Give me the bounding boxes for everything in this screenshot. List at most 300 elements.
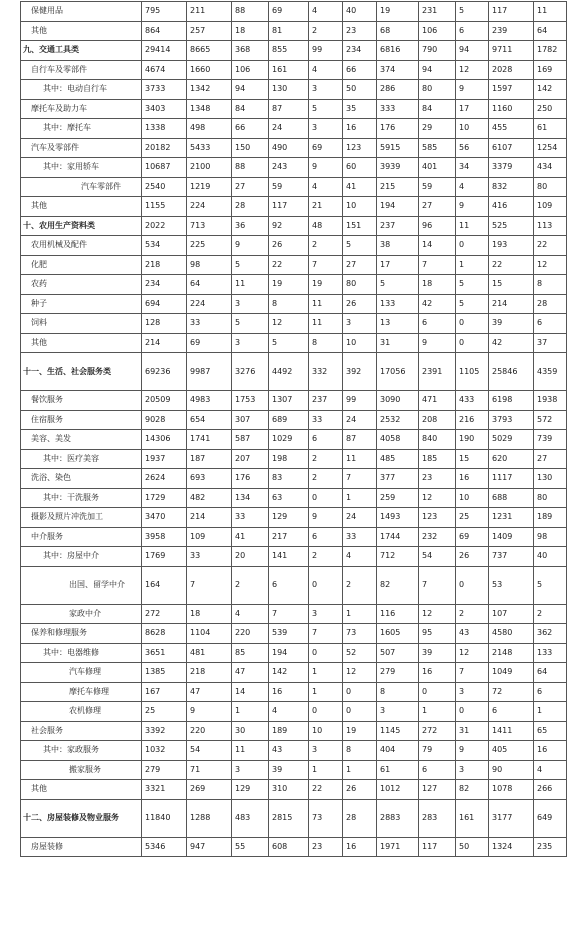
value-cell: 11	[343, 449, 377, 469]
value-cell: 3379	[489, 158, 534, 178]
value-cell: 688	[489, 488, 534, 508]
value-cell: 269	[187, 780, 232, 800]
row-label: 种子	[21, 294, 142, 314]
value-cell: 1	[456, 255, 489, 275]
value-cell: 211	[187, 2, 232, 22]
row-label: 化肥	[21, 255, 142, 275]
value-cell: 23	[343, 21, 377, 41]
value-cell: 237	[309, 391, 343, 411]
value-cell: 250	[534, 99, 567, 119]
table-row	[21, 138, 567, 158]
value-cell: 433	[456, 391, 489, 411]
row-label: 饲料	[21, 314, 142, 334]
value-cell: 73	[343, 624, 377, 644]
value-cell: 87	[343, 430, 377, 450]
value-cell: 185	[419, 449, 456, 469]
value-cell: 10	[343, 333, 377, 353]
value-cell: 9	[456, 741, 489, 761]
value-cell: 16	[343, 837, 377, 857]
value-cell: 130	[269, 80, 309, 100]
value-cell: 22	[534, 236, 567, 256]
value-cell: 5	[309, 99, 343, 119]
row-label: 其他	[21, 21, 142, 41]
value-cell: 5	[456, 2, 489, 22]
value-cell: 19	[377, 2, 419, 22]
value-cell: 10	[456, 119, 489, 139]
value-cell: 23	[309, 837, 343, 857]
table-row	[21, 216, 567, 236]
value-cell: 29414	[142, 41, 187, 61]
value-cell: 1049	[489, 663, 534, 683]
value-cell: 18	[419, 275, 456, 295]
row-label: 洗浴、染色	[21, 469, 142, 489]
value-cell: 16	[343, 119, 377, 139]
value-cell: 61	[377, 760, 419, 780]
value-cell: 947	[187, 837, 232, 857]
row-label: 其中：摩托车	[21, 119, 142, 139]
value-cell: 6	[309, 527, 343, 547]
value-cell: 1729	[142, 488, 187, 508]
table-row	[21, 760, 567, 780]
value-cell: 22	[489, 255, 534, 275]
table-row	[21, 119, 567, 139]
value-cell: 1254	[534, 138, 567, 158]
value-cell: 4	[343, 547, 377, 567]
value-cell: 83	[269, 469, 309, 489]
value-cell: 34	[456, 158, 489, 178]
table-row	[21, 799, 567, 837]
value-cell: 26	[343, 780, 377, 800]
value-cell: 1938	[534, 391, 567, 411]
value-cell: 130	[534, 469, 567, 489]
value-cell: 39	[419, 643, 456, 663]
value-cell: 9	[232, 236, 269, 256]
value-cell: 63	[269, 488, 309, 508]
table-row	[21, 60, 567, 80]
value-cell: 129	[269, 508, 309, 528]
table-row	[21, 197, 567, 217]
value-cell: 60	[343, 158, 377, 178]
table-row	[21, 488, 567, 508]
value-cell: 3	[309, 119, 343, 139]
value-cell: 214	[142, 333, 187, 353]
value-cell: 10	[456, 488, 489, 508]
value-cell: 3321	[142, 780, 187, 800]
row-label: 住宿服务	[21, 410, 142, 430]
table-row	[21, 508, 567, 528]
value-cell: 12	[419, 488, 456, 508]
table-row	[21, 837, 567, 857]
row-label: 农机修理	[21, 702, 142, 722]
value-cell: 11	[309, 314, 343, 334]
value-cell: 1307	[269, 391, 309, 411]
value-cell: 42	[419, 294, 456, 314]
table-row	[21, 391, 567, 411]
table-row	[21, 275, 567, 295]
value-cell: 3733	[142, 80, 187, 100]
value-cell: 4983	[187, 391, 232, 411]
value-cell: 48	[309, 216, 343, 236]
value-cell: 507	[377, 643, 419, 663]
value-cell: 19	[269, 275, 309, 295]
value-cell: 6	[309, 430, 343, 450]
row-label: 餐饮服务	[21, 391, 142, 411]
value-cell: 490	[269, 138, 309, 158]
value-cell: 27	[343, 255, 377, 275]
value-cell: 333	[377, 99, 419, 119]
value-cell: 1117	[489, 469, 534, 489]
value-cell: 7	[269, 604, 309, 624]
value-cell: 694	[142, 294, 187, 314]
value-cell: 405	[489, 741, 534, 761]
table-row	[21, 547, 567, 567]
value-cell: 8	[343, 741, 377, 761]
value-cell: 107	[489, 604, 534, 624]
value-cell: 43	[456, 624, 489, 644]
row-label: 美容、美发	[21, 430, 142, 450]
value-cell: 52	[343, 643, 377, 663]
value-cell: 215	[377, 177, 419, 197]
value-cell: 39	[269, 760, 309, 780]
value-cell: 27	[419, 197, 456, 217]
value-cell: 2624	[142, 469, 187, 489]
row-label: 保健用品	[21, 2, 142, 22]
value-cell: 2	[309, 236, 343, 256]
value-cell: 109	[534, 197, 567, 217]
value-cell: 1	[343, 604, 377, 624]
value-cell: 20509	[142, 391, 187, 411]
value-cell: 26	[456, 547, 489, 567]
value-cell: 66	[343, 60, 377, 80]
value-cell: 24	[269, 119, 309, 139]
value-cell: 8	[269, 294, 309, 314]
value-cell: 11	[456, 216, 489, 236]
value-cell: 82	[456, 780, 489, 800]
value-cell: 1753	[232, 391, 269, 411]
row-label: 家政中介	[21, 604, 142, 624]
value-cell: 693	[187, 469, 232, 489]
value-cell: 8	[377, 682, 419, 702]
value-cell: 9	[309, 158, 343, 178]
value-cell: 1288	[187, 799, 232, 837]
value-cell: 64	[534, 663, 567, 683]
value-cell: 21	[309, 197, 343, 217]
value-cell: 14306	[142, 430, 187, 450]
value-cell: 68	[377, 21, 419, 41]
value-cell: 25846	[489, 353, 534, 391]
table-row	[21, 663, 567, 683]
value-cell: 404	[377, 741, 419, 761]
value-cell: 176	[232, 469, 269, 489]
value-cell: 42	[489, 333, 534, 353]
value-cell: 539	[269, 624, 309, 644]
value-cell: 4	[534, 760, 567, 780]
value-cell: 3939	[377, 158, 419, 178]
value-cell: 4058	[377, 430, 419, 450]
row-label: 其中：电动自行车	[21, 80, 142, 100]
value-cell: 0	[309, 488, 343, 508]
value-cell: 9	[309, 508, 343, 528]
value-cell: 11840	[142, 799, 187, 837]
value-cell: 40	[534, 547, 567, 567]
value-cell: 2532	[377, 410, 419, 430]
table-row	[21, 449, 567, 469]
value-cell: 19	[309, 275, 343, 295]
value-cell: 3403	[142, 99, 187, 119]
value-cell: 585	[419, 138, 456, 158]
value-cell: 194	[269, 643, 309, 663]
value-cell: 12	[456, 60, 489, 80]
value-cell: 483	[232, 799, 269, 837]
value-cell: 3392	[142, 721, 187, 741]
value-cell: 237	[377, 216, 419, 236]
value-cell: 9	[456, 197, 489, 217]
value-cell: 1660	[187, 60, 232, 80]
value-cell: 17056	[377, 353, 419, 391]
table-row	[21, 41, 567, 61]
table-row	[21, 236, 567, 256]
value-cell: 84	[232, 99, 269, 119]
value-cell: 7	[419, 566, 456, 604]
value-cell: 0	[309, 566, 343, 604]
table-row	[21, 780, 567, 800]
value-cell: 5	[377, 275, 419, 295]
value-cell: 434	[534, 158, 567, 178]
value-cell: 864	[142, 21, 187, 41]
value-cell: 142	[269, 663, 309, 683]
value-cell: 3	[377, 702, 419, 722]
value-cell: 198	[269, 449, 309, 469]
value-cell: 4	[232, 604, 269, 624]
value-cell: 13	[377, 314, 419, 334]
value-cell: 2883	[377, 799, 419, 837]
value-cell: 127	[419, 780, 456, 800]
value-cell: 80	[343, 275, 377, 295]
value-cell: 2	[309, 21, 343, 41]
value-cell: 9028	[142, 410, 187, 430]
value-cell: 106	[232, 60, 269, 80]
value-cell: 27	[232, 177, 269, 197]
table-row	[21, 643, 567, 663]
value-cell: 482	[187, 488, 232, 508]
row-label: 摩托车修理	[21, 682, 142, 702]
value-cell: 25	[456, 508, 489, 528]
value-cell: 19	[343, 721, 377, 741]
value-cell: 193	[489, 236, 534, 256]
value-cell: 11	[534, 2, 567, 22]
value-cell: 362	[534, 624, 567, 644]
value-cell: 3	[309, 741, 343, 761]
value-cell: 2	[309, 469, 343, 489]
value-cell: 16	[269, 682, 309, 702]
value-cell: 5433	[187, 138, 232, 158]
value-cell: 3470	[142, 508, 187, 528]
value-cell: 5	[232, 314, 269, 334]
value-cell: 38	[377, 236, 419, 256]
value-cell: 1	[309, 663, 343, 683]
value-cell: 1605	[377, 624, 419, 644]
value-cell: 95	[419, 624, 456, 644]
value-cell: 6	[534, 682, 567, 702]
table-row	[21, 255, 567, 275]
value-cell: 190	[456, 430, 489, 450]
value-cell: 23	[419, 469, 456, 489]
value-cell: 1338	[142, 119, 187, 139]
value-cell: 69	[269, 2, 309, 22]
value-cell: 3	[309, 80, 343, 100]
value-cell: 279	[377, 663, 419, 683]
value-cell: 485	[377, 449, 419, 469]
value-cell: 88	[232, 2, 269, 22]
value-cell: 1155	[142, 197, 187, 217]
value-cell: 286	[377, 80, 419, 100]
value-cell: 12	[534, 255, 567, 275]
row-label: 其中：干洗服务	[21, 488, 142, 508]
value-cell: 31	[456, 721, 489, 741]
value-cell: 8	[309, 333, 343, 353]
value-cell: 80	[534, 177, 567, 197]
value-cell: 5915	[377, 138, 419, 158]
value-cell: 1032	[142, 741, 187, 761]
value-cell: 1744	[377, 527, 419, 547]
value-cell: 0	[456, 566, 489, 604]
value-cell: 18	[187, 604, 232, 624]
value-cell: 47	[187, 682, 232, 702]
value-cell: 84	[419, 99, 456, 119]
value-cell: 1	[534, 702, 567, 722]
value-cell: 5	[456, 275, 489, 295]
table-row	[21, 294, 567, 314]
value-cell: 6	[419, 760, 456, 780]
value-cell: 840	[419, 430, 456, 450]
value-cell: 12	[419, 604, 456, 624]
row-label: 房屋装修	[21, 837, 142, 857]
value-cell: 69	[309, 138, 343, 158]
value-cell: 15	[489, 275, 534, 295]
row-label: 其他	[21, 197, 142, 217]
value-cell: 11	[232, 275, 269, 295]
value-cell: 3	[232, 760, 269, 780]
value-cell: 4	[456, 177, 489, 197]
value-cell: 2815	[269, 799, 309, 837]
value-cell: 239	[489, 21, 534, 41]
value-cell: 85	[232, 643, 269, 663]
value-cell: 3793	[489, 410, 534, 430]
value-cell: 392	[343, 353, 377, 391]
value-cell: 1012	[377, 780, 419, 800]
value-cell: 6	[456, 21, 489, 41]
value-cell: 133	[534, 643, 567, 663]
value-cell: 14	[232, 682, 269, 702]
value-cell: 1104	[187, 624, 232, 644]
value-cell: 216	[456, 410, 489, 430]
value-cell: 1782	[534, 41, 567, 61]
row-label: 自行车及零部件	[21, 60, 142, 80]
value-cell: 24	[343, 508, 377, 528]
row-label: 出国、留学中介	[21, 566, 142, 604]
value-cell: 1231	[489, 508, 534, 528]
value-cell: 161	[269, 60, 309, 80]
value-cell: 0	[456, 702, 489, 722]
value-cell: 117	[269, 197, 309, 217]
value-cell: 1769	[142, 547, 187, 567]
value-cell: 11	[232, 741, 269, 761]
value-cell: 1	[419, 702, 456, 722]
value-cell: 259	[377, 488, 419, 508]
value-cell: 0	[456, 314, 489, 334]
table-row	[21, 682, 567, 702]
value-cell: 82	[377, 566, 419, 604]
value-cell: 81	[269, 21, 309, 41]
value-cell: 113	[534, 216, 567, 236]
value-cell: 1348	[187, 99, 232, 119]
table-body	[21, 2, 567, 857]
value-cell: 33	[187, 547, 232, 567]
value-cell: 189	[534, 508, 567, 528]
value-cell: 4	[309, 2, 343, 22]
value-cell: 416	[489, 197, 534, 217]
table-row	[21, 333, 567, 353]
value-cell: 1597	[489, 80, 534, 100]
value-cell: 90	[489, 760, 534, 780]
value-cell: 6107	[489, 138, 534, 158]
value-cell: 24	[343, 410, 377, 430]
value-cell: 5	[232, 255, 269, 275]
value-cell: 169	[534, 60, 567, 80]
value-cell: 4492	[269, 353, 309, 391]
row-label: 其中：电器维修	[21, 643, 142, 663]
table-row	[21, 741, 567, 761]
value-cell: 1145	[377, 721, 419, 741]
value-cell: 790	[419, 41, 456, 61]
value-cell: 3651	[142, 643, 187, 663]
value-cell: 98	[187, 255, 232, 275]
value-cell: 481	[187, 643, 232, 663]
value-cell: 29	[419, 119, 456, 139]
value-cell: 2148	[489, 643, 534, 663]
value-cell: 2	[309, 547, 343, 567]
value-cell: 3	[232, 333, 269, 353]
value-cell: 43	[269, 741, 309, 761]
value-cell: 17	[456, 99, 489, 119]
row-label: 其中：房屋中介	[21, 547, 142, 567]
value-cell: 0	[309, 643, 343, 663]
value-cell: 69	[456, 527, 489, 547]
value-cell: 8628	[142, 624, 187, 644]
value-cell: 16	[456, 469, 489, 489]
value-cell: 498	[187, 119, 232, 139]
value-cell: 832	[489, 177, 534, 197]
value-cell: 4580	[489, 624, 534, 644]
value-cell: 5	[343, 236, 377, 256]
value-cell: 3090	[377, 391, 419, 411]
value-cell: 2028	[489, 60, 534, 80]
value-cell: 2391	[419, 353, 456, 391]
value-cell: 471	[419, 391, 456, 411]
value-cell: 218	[187, 663, 232, 683]
value-cell: 5	[269, 333, 309, 353]
value-cell: 16	[534, 741, 567, 761]
value-cell: 33	[309, 410, 343, 430]
value-cell: 10	[309, 721, 343, 741]
value-cell: 98	[534, 527, 567, 547]
value-cell: 4359	[534, 353, 567, 391]
value-cell: 3	[232, 294, 269, 314]
value-cell: 1971	[377, 837, 419, 857]
table-row	[21, 624, 567, 644]
value-cell: 6	[534, 314, 567, 334]
value-cell: 65	[534, 721, 567, 741]
